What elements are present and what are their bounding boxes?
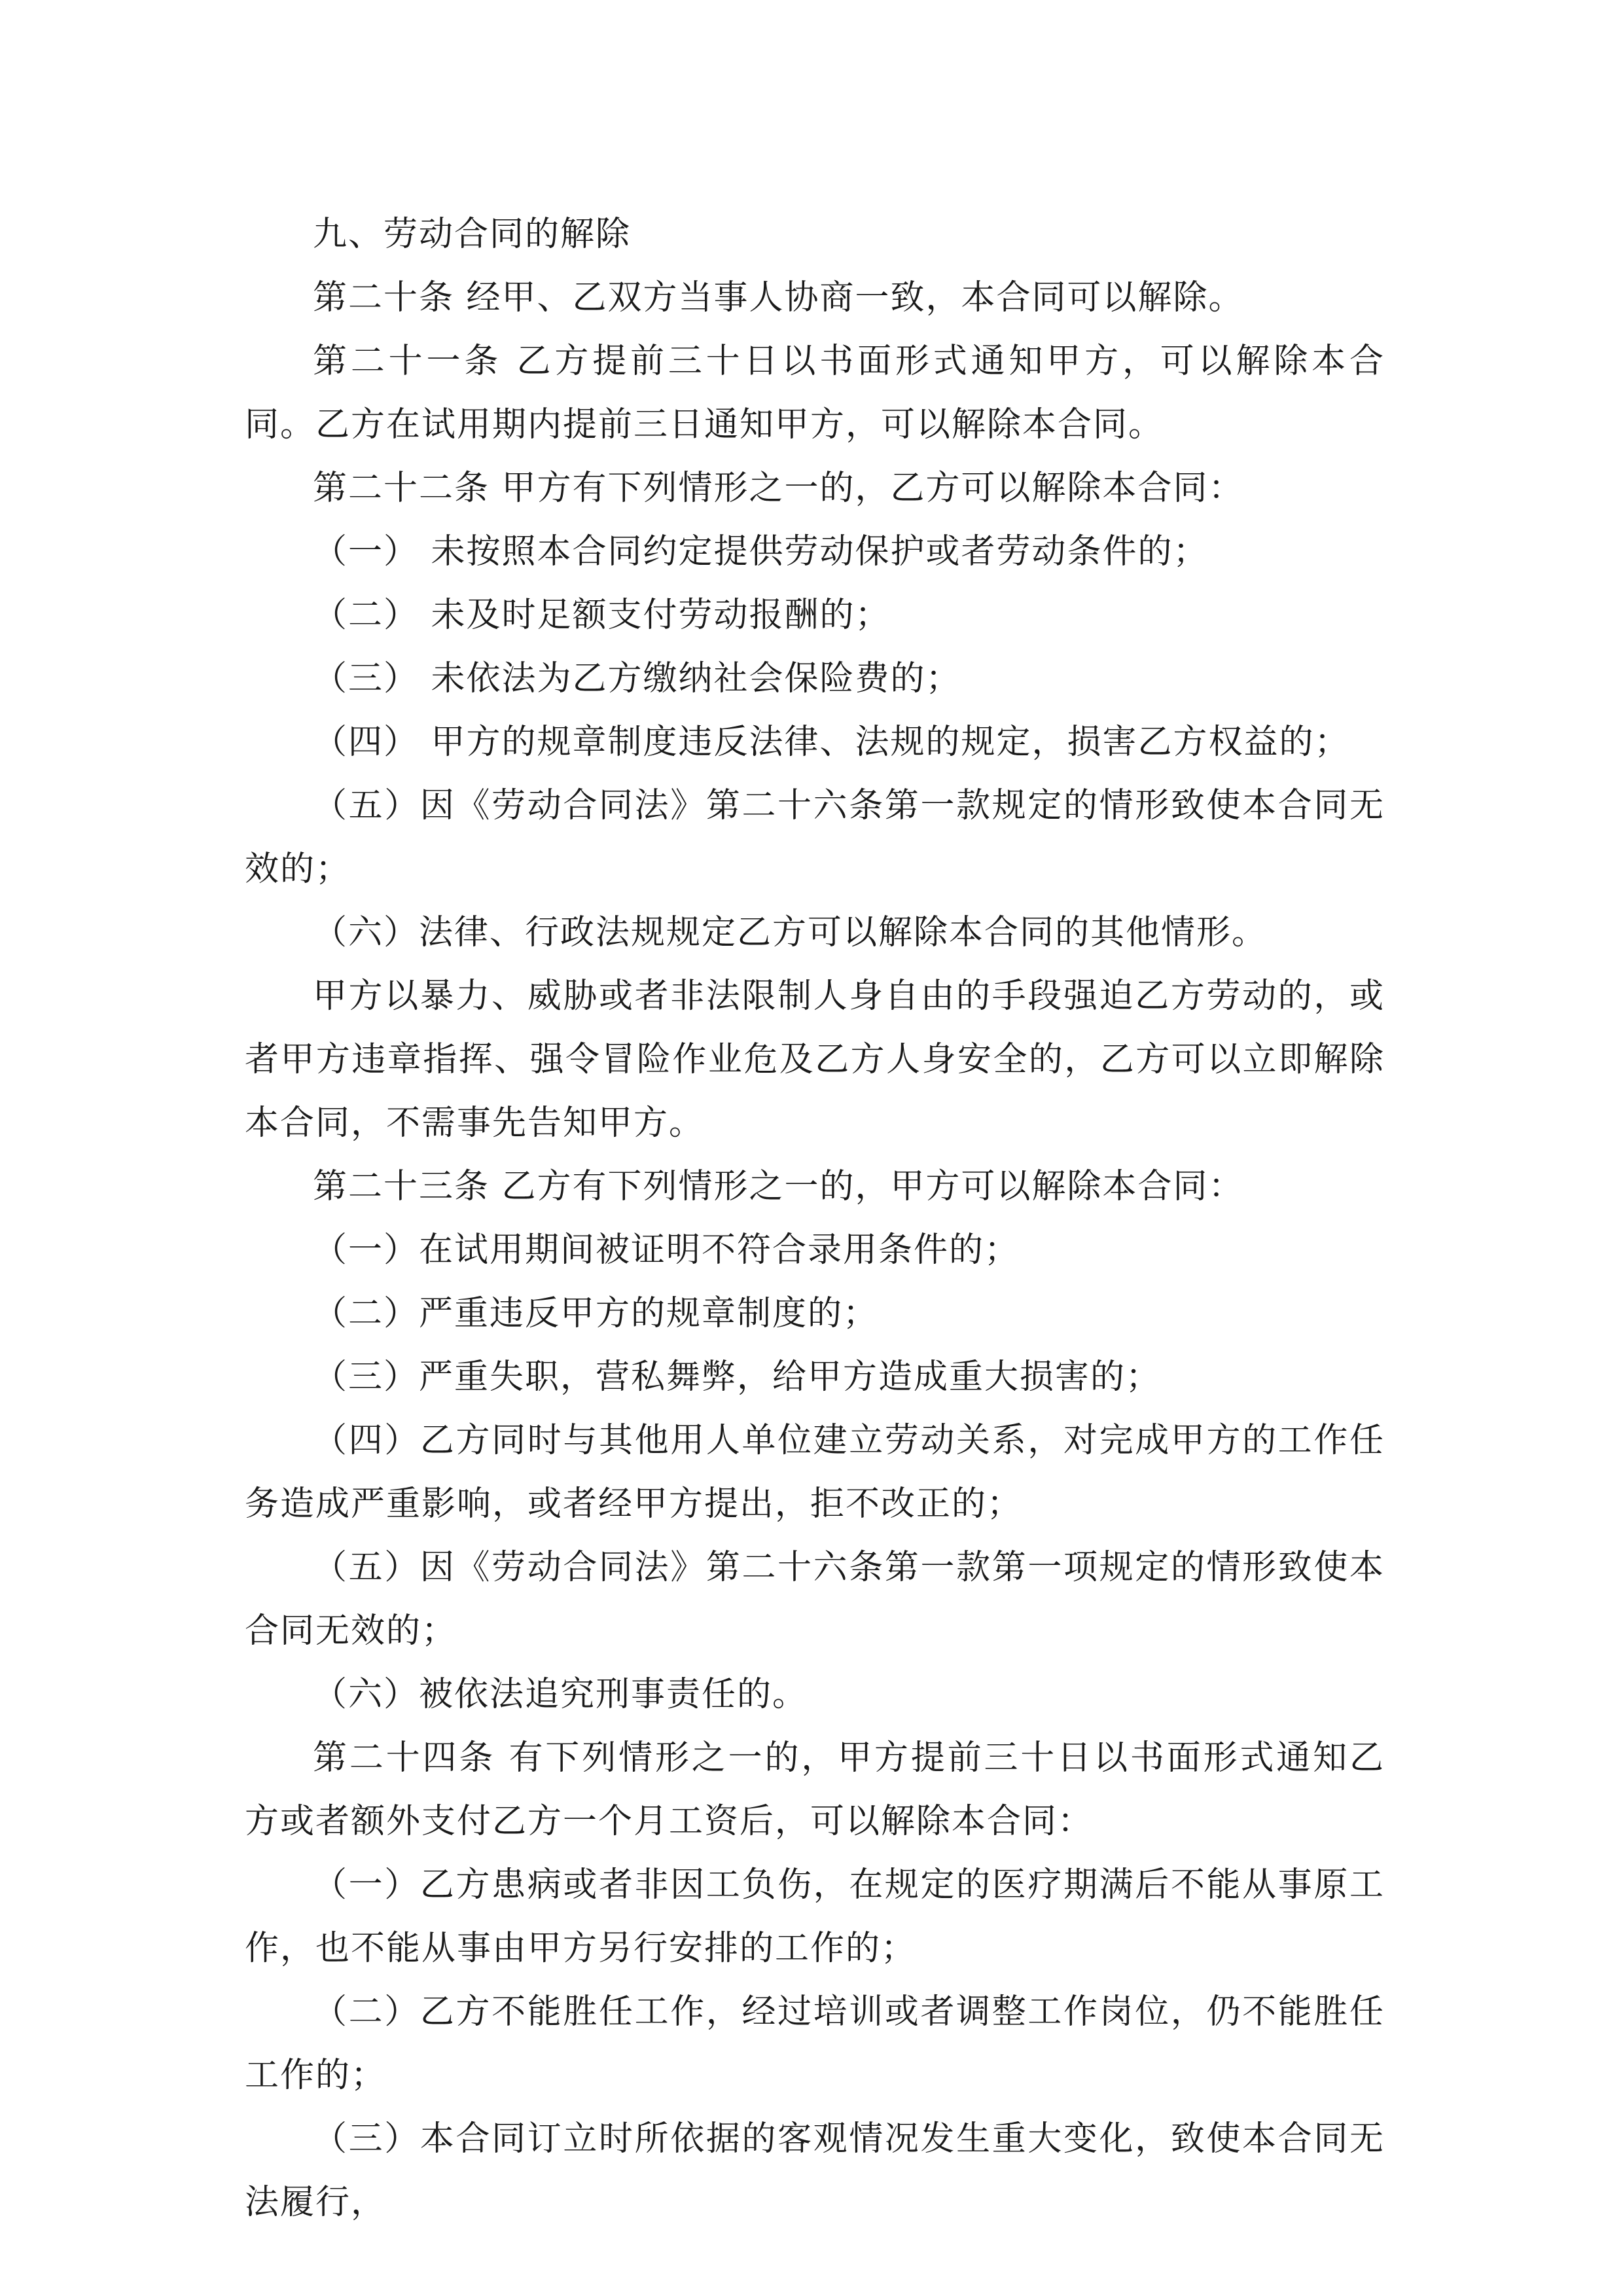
section-heading: 九、劳动合同的解除: [313, 215, 632, 254]
article-20: 第二十条 经甲、乙双方当事人协商一致，本合同可以解除。: [313, 278, 1244, 317]
article-24: 第二十四条 有下列情形之一的，甲方提前三十日以书面形式通知乙方或者额外支付乙方一个月工资后，可以解除本合同：: [245, 1738, 1385, 1841]
article-22-addendum: 甲方以暴力、威胁或者非法限制人身自由的手段强迫乙方劳动的，或者甲方违章指挥、强令冒险作业危及乙方人身安全的，乙方可以立即解除本合同，不需事先告知甲方。: [245, 977, 1385, 1143]
article-21: 第二十一条 乙方提前三十日以书面形式通知甲方，可以解除本合同。乙方在试用期内提前三日通知甲方，可以解除本合同。: [245, 342, 1385, 444]
article-22: 第二十二条 甲方有下列情形之一的，乙方可以解除本合同：: [313, 469, 1244, 508]
document-body: [245, 203, 1385, 2234]
article-22-item-6: （六）法律、行政法规规定乙方可以解除本合同的其他情形。: [313, 913, 1268, 952]
article-23-item-6: （六）被依法追究刑事责任的。: [313, 1675, 808, 1714]
article-24-item-1: （一）乙方患病或者非因工负伤，在规定的医疗期满后不能从事原工作，也不能从事由甲方另行安排的工作的；: [245, 1865, 1385, 1968]
article-23-item-4: （四）乙方同时与其他用人单位建立劳动关系，对完成甲方的工作任务造成严重影响，或者经甲方提出，拒不改正的；: [245, 1421, 1385, 1524]
article-23: 第二十三条 乙方有下列情形之一的，甲方可以解除本合同：: [313, 1167, 1244, 1206]
article-22-item-1: （一） 未按照本合同约定提供劳动保护或者劳动条件的；: [313, 532, 1209, 571]
article-22-item-5: （五）因《劳动合同法》第二十六条第一款规定的情形致使本合同无效的；: [245, 786, 1385, 889]
article-22-item-3: （三） 未依法为乙方缴纳社会保险费的；: [313, 659, 961, 698]
article-23-item-2: （二）严重违反甲方的规章制度的；: [313, 1294, 879, 1333]
article-23-item-1: （一）在试用期间被证明不符合录用条件的；: [313, 1230, 1020, 1270]
article-24-item-3: （三）本合同订立时所依据的客观情况发生重大变化，致使本合同无法履行，: [245, 2119, 1385, 2222]
article-24-item-2: （二）乙方不能胜任工作，经过培训或者调整工作岗位，仍不能胜任工作的；: [245, 1992, 1385, 2095]
article-23-item-5: （五）因《劳动合同法》第二十六条第一款第一项规定的情形致使本合同无效的；: [245, 1548, 1385, 1651]
article-22-item-4: （四） 甲方的规章制度违反法律、法规的规定，损害乙方权益的；: [313, 723, 1350, 762]
article-22-item-2: （二） 未及时足额支付劳动报酬的；: [313, 596, 891, 635]
article-23-item-3: （三）严重失职，营私舞弊，给甲方造成重大损害的；: [313, 1357, 1162, 1397]
